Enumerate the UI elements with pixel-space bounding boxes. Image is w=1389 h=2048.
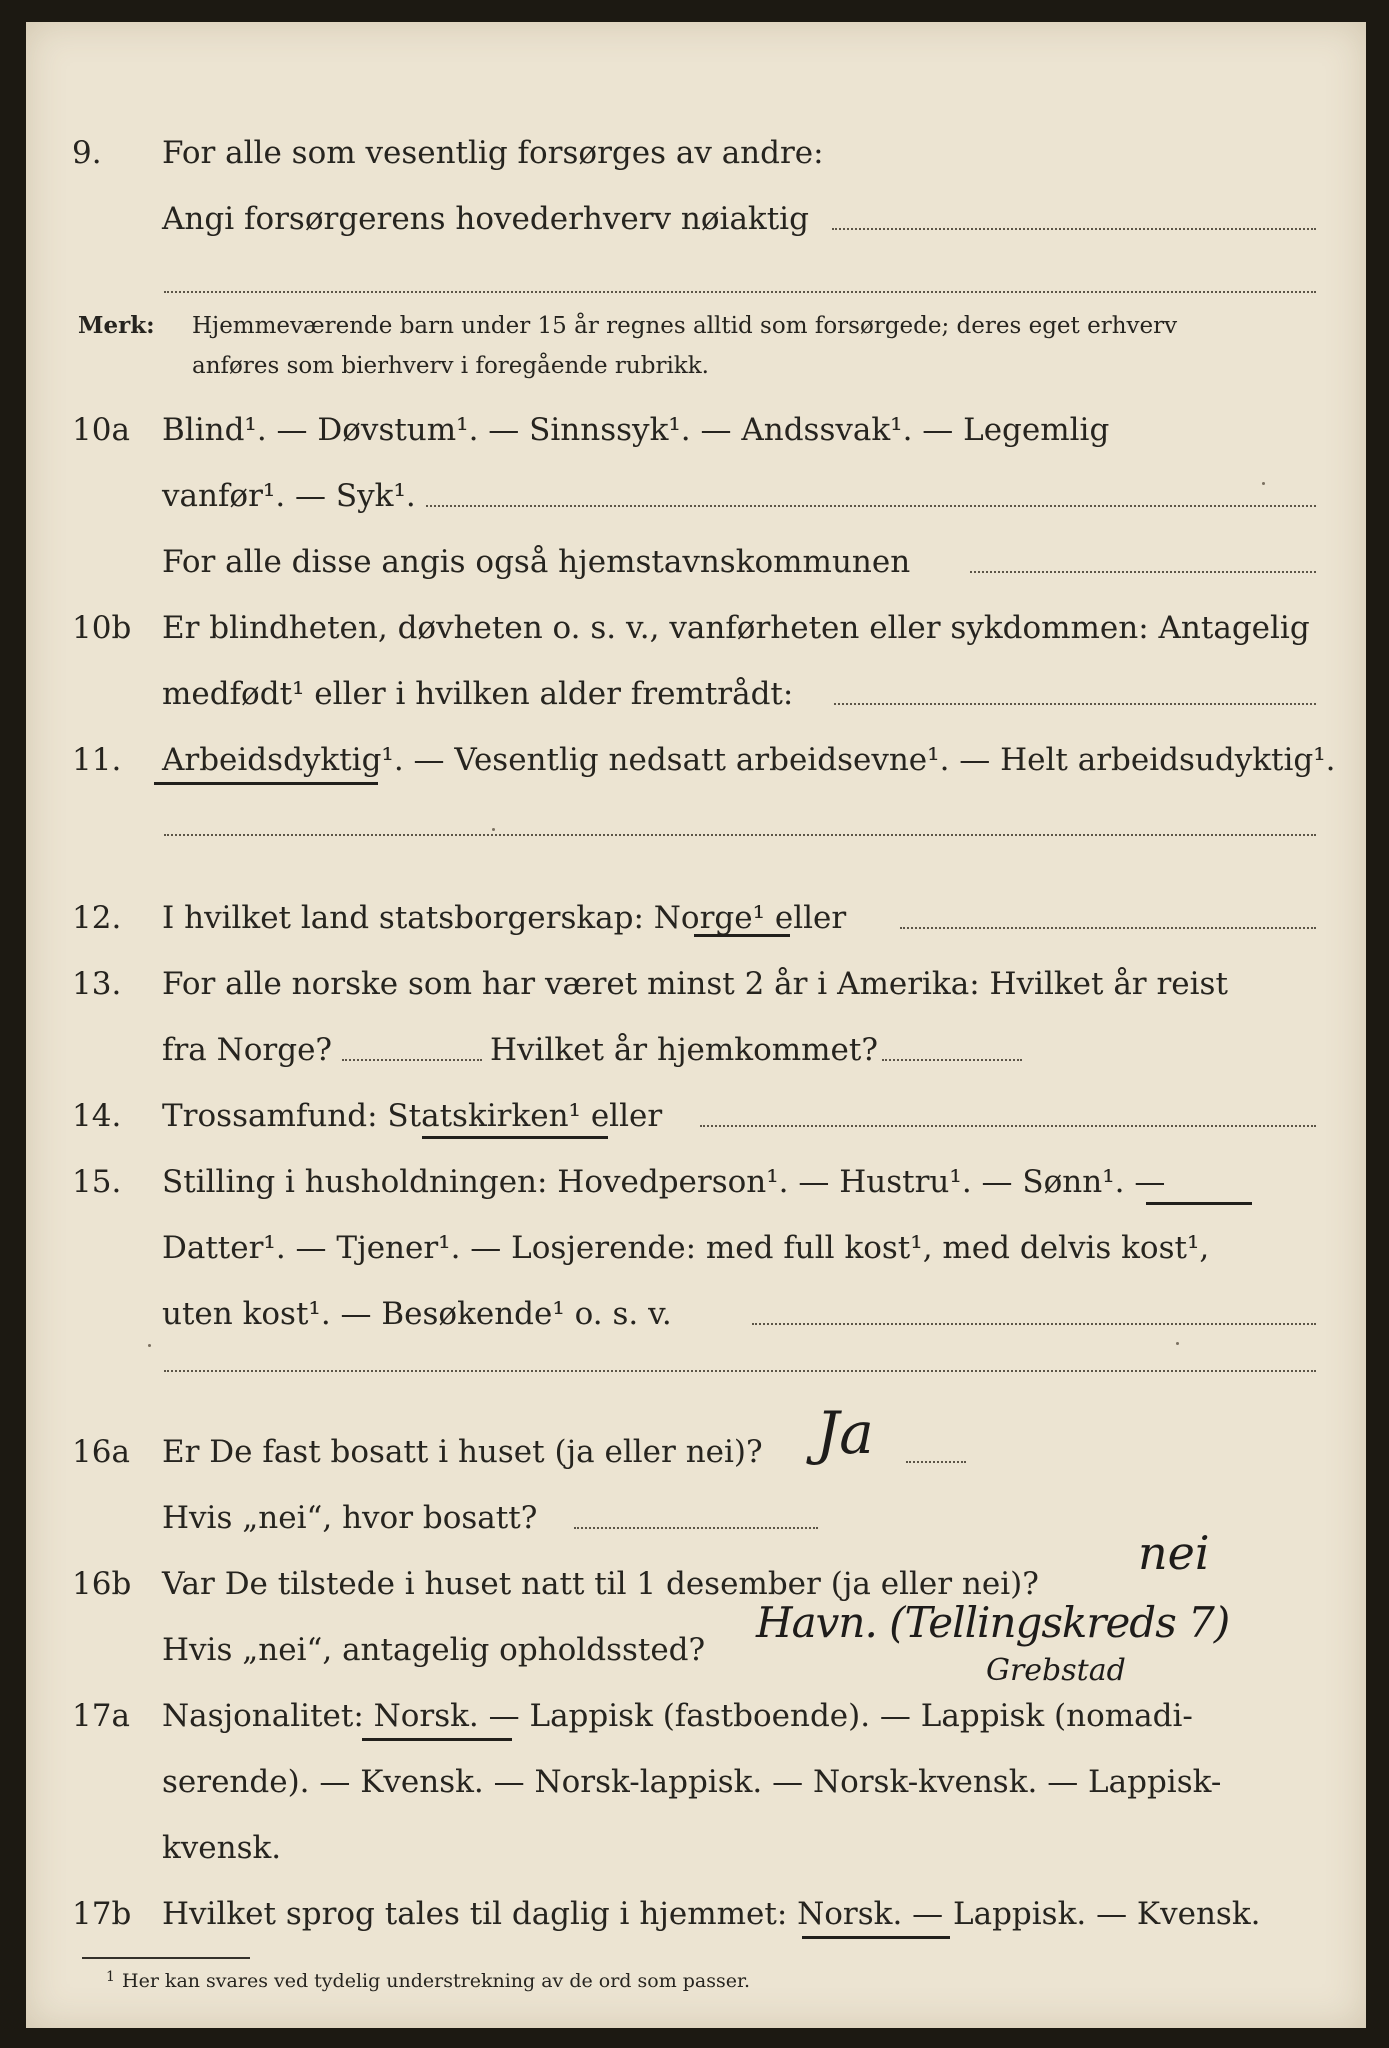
- q17b-norsk-underline: [802, 1936, 950, 1939]
- q17a-line-3: [26, 1820, 1366, 1876]
- q10a-answer-field[interactable]: [426, 505, 1316, 507]
- q12-question: I hvilket land statsborgerskap: Norge¹ eller: [162, 900, 847, 936]
- merk-line-1: [26, 306, 1366, 346]
- q16b-whereabouts-label: Hvis „nei“, antagelig opholdssted?: [162, 1632, 706, 1668]
- q17b-number: 17b: [72, 1896, 132, 1932]
- q15-question-2: Datter¹. — Tjener¹. — Losjerende: med full kost¹, med delvis kost¹,: [162, 1230, 1210, 1266]
- q10b-number: 10b: [72, 610, 132, 646]
- q11-line-1: [26, 732, 1366, 788]
- q14-number: 14.: [72, 1098, 122, 1134]
- q14-answer-field[interactable]: [700, 1125, 1316, 1127]
- q10a-number: 10a: [72, 412, 130, 448]
- q12-answer-field[interactable]: [900, 927, 1316, 929]
- merk-line-2: [26, 346, 1366, 386]
- q15-question: Stilling i husholdningen: Hovedperson¹. — Hustru¹. — Sønn¹. —: [162, 1164, 1166, 1200]
- q16a-number: 16a: [72, 1434, 130, 1470]
- q11-arbeidsdyktig-underline: [154, 782, 378, 785]
- paper-speck: [1262, 482, 1265, 485]
- q9-question: For alle som vesentlig forsørges av andre:: [162, 135, 824, 171]
- q15-line-2: [26, 1220, 1366, 1276]
- q17a-line-1: [26, 1688, 1366, 1744]
- q16b-handwritten-answer-2: Havn. (Tellingskreds 7): [756, 1598, 1230, 1647]
- q14-statskirken-underline: [422, 1136, 608, 1139]
- q12-norge-underline: [694, 934, 790, 937]
- q9-answer-field[interactable]: [832, 228, 1316, 230]
- q17a-norsk-underline: [362, 1738, 512, 1741]
- q10a-home-municipality-label: For alle disse angis også hjemstavnskommunen: [162, 544, 911, 580]
- q15-answer-field[interactable]: [752, 1323, 1316, 1325]
- q16a-residence-field[interactable]: [574, 1527, 818, 1529]
- q16a-handwritten-answer: Ja: [816, 1399, 874, 1467]
- q10a-question-2: vanfør¹. — Syk¹.: [162, 478, 416, 514]
- q9-answer-field-2[interactable]: [164, 291, 1316, 293]
- footnote: [106, 1967, 751, 1995]
- paper-speck: [492, 828, 495, 831]
- q17a-number: 17a: [72, 1698, 130, 1734]
- q17a-question-2: serende). — Kvensk. — Norsk-lappisk. — Norsk-kvensk. — Lappisk-: [162, 1764, 1222, 1800]
- q16a-line-1: [26, 1424, 1366, 1480]
- merk-text-1: Hjemmeværende barn under 15 år regnes alltid som forsørgede; deres eget erhverv: [192, 313, 1178, 339]
- q11-question: Arbeidsdyktig¹. — Vesentlig nedsatt arbeidsevne¹. — Helt arbeidsudyktig¹.: [162, 742, 1336, 778]
- q16a-question: Er De fast bosatt i huset (ja eller nei)?: [162, 1434, 763, 1470]
- q17a-question: Nasjonalitet: Norsk. — Lappisk (fastboende). — Lappisk (nomadi-: [162, 1698, 1193, 1734]
- q10b-line-2: [26, 666, 1366, 722]
- q15-question-3: uten kost¹. — Besøkende¹ o. s. v.: [162, 1296, 672, 1332]
- paper-speck: [148, 1344, 151, 1347]
- q10a-line-2: [26, 468, 1366, 524]
- q15-line-3: [26, 1286, 1366, 1342]
- q11-number: 11.: [72, 742, 122, 778]
- q9-line-2: [26, 191, 1366, 247]
- merk-label: Merk:: [78, 312, 155, 339]
- q11-answer-field[interactable]: [164, 834, 1316, 836]
- q9-number: 9.: [72, 135, 102, 171]
- q10a-line-3: [26, 534, 1366, 590]
- q15-answer-field-2[interactable]: [164, 1370, 1316, 1372]
- q16a-residence-label: Hvis „nei“, hvor bosatt?: [162, 1500, 538, 1536]
- q15-number: 15.: [72, 1164, 122, 1200]
- q13-line-1: [26, 956, 1366, 1012]
- q13-emigrated-field[interactable]: [342, 1059, 482, 1061]
- q12-line-1: [26, 890, 1366, 946]
- q10a-line-1: [26, 402, 1366, 458]
- q12-number: 12.: [72, 900, 122, 936]
- q10b-question-2: medfødt¹ eller i hvilken alder fremtrådt:: [162, 676, 794, 712]
- q17a-line-2: [26, 1754, 1366, 1810]
- footnote-rule: [82, 1957, 250, 1959]
- q17a-question-3: kvensk.: [162, 1830, 282, 1866]
- q16b-handwritten-answer-3: Grebstad: [986, 1653, 1126, 1688]
- q13-number: 13.: [72, 966, 122, 1002]
- paper-speck: [1176, 1342, 1179, 1345]
- q13-returned-field[interactable]: [882, 1059, 1022, 1061]
- q9-occupation-label: Angi forsørgerens hovederhverv nøiaktig: [162, 201, 809, 237]
- q17b-line-1: [26, 1886, 1366, 1942]
- q10a-question: Blind¹. — Døvstum¹. — Sinnssyk¹. — Andssvak¹. — Legemlig: [162, 412, 1110, 448]
- q13-emigrated-label: fra Norge?: [162, 1032, 333, 1068]
- merk-text-2: anføres som bierhverv i foregående rubrikk.: [192, 353, 709, 379]
- census-form-page: [26, 22, 1366, 2028]
- q10b-question: Er blindheten, døvheten o. s. v., vanførheten eller sykdommen: Antagelig: [162, 610, 1310, 646]
- q10a-municipality-field[interactable]: [970, 571, 1316, 573]
- q10b-answer-field[interactable]: [834, 703, 1316, 705]
- footnote-mark: 1: [106, 1969, 115, 1985]
- footnote-text: Her kan svares ved tydelig understrekning av de ord som passer.: [122, 1970, 751, 1992]
- q14-question: Trossamfund: Statskirken¹ eller: [162, 1098, 663, 1134]
- q16b-handwritten-answer-1: nei: [1138, 1526, 1210, 1580]
- q10b-line-1: [26, 600, 1366, 656]
- q17b-question: Hvilket sprog tales til daglig i hjemmet: Norsk. — Lappisk. — Kvensk.: [162, 1896, 1261, 1932]
- q14-line-1: [26, 1088, 1366, 1144]
- q16b-number: 16b: [72, 1566, 132, 1602]
- q16b-question: Var De tilstede i huset natt til 1 desember (ja eller nei)?: [162, 1566, 1039, 1602]
- q16a-answer-field[interactable]: [906, 1461, 966, 1463]
- q13-returned-label: Hvilket år hjemkommet?: [490, 1032, 878, 1068]
- q13-line-2: [26, 1022, 1366, 1078]
- q13-question: For alle norske som har været minst 2 år i Amerika: Hvilket år reist: [162, 966, 1228, 1002]
- q15-sonn-underline: [1146, 1202, 1252, 1205]
- q9-line-1: [26, 125, 1366, 181]
